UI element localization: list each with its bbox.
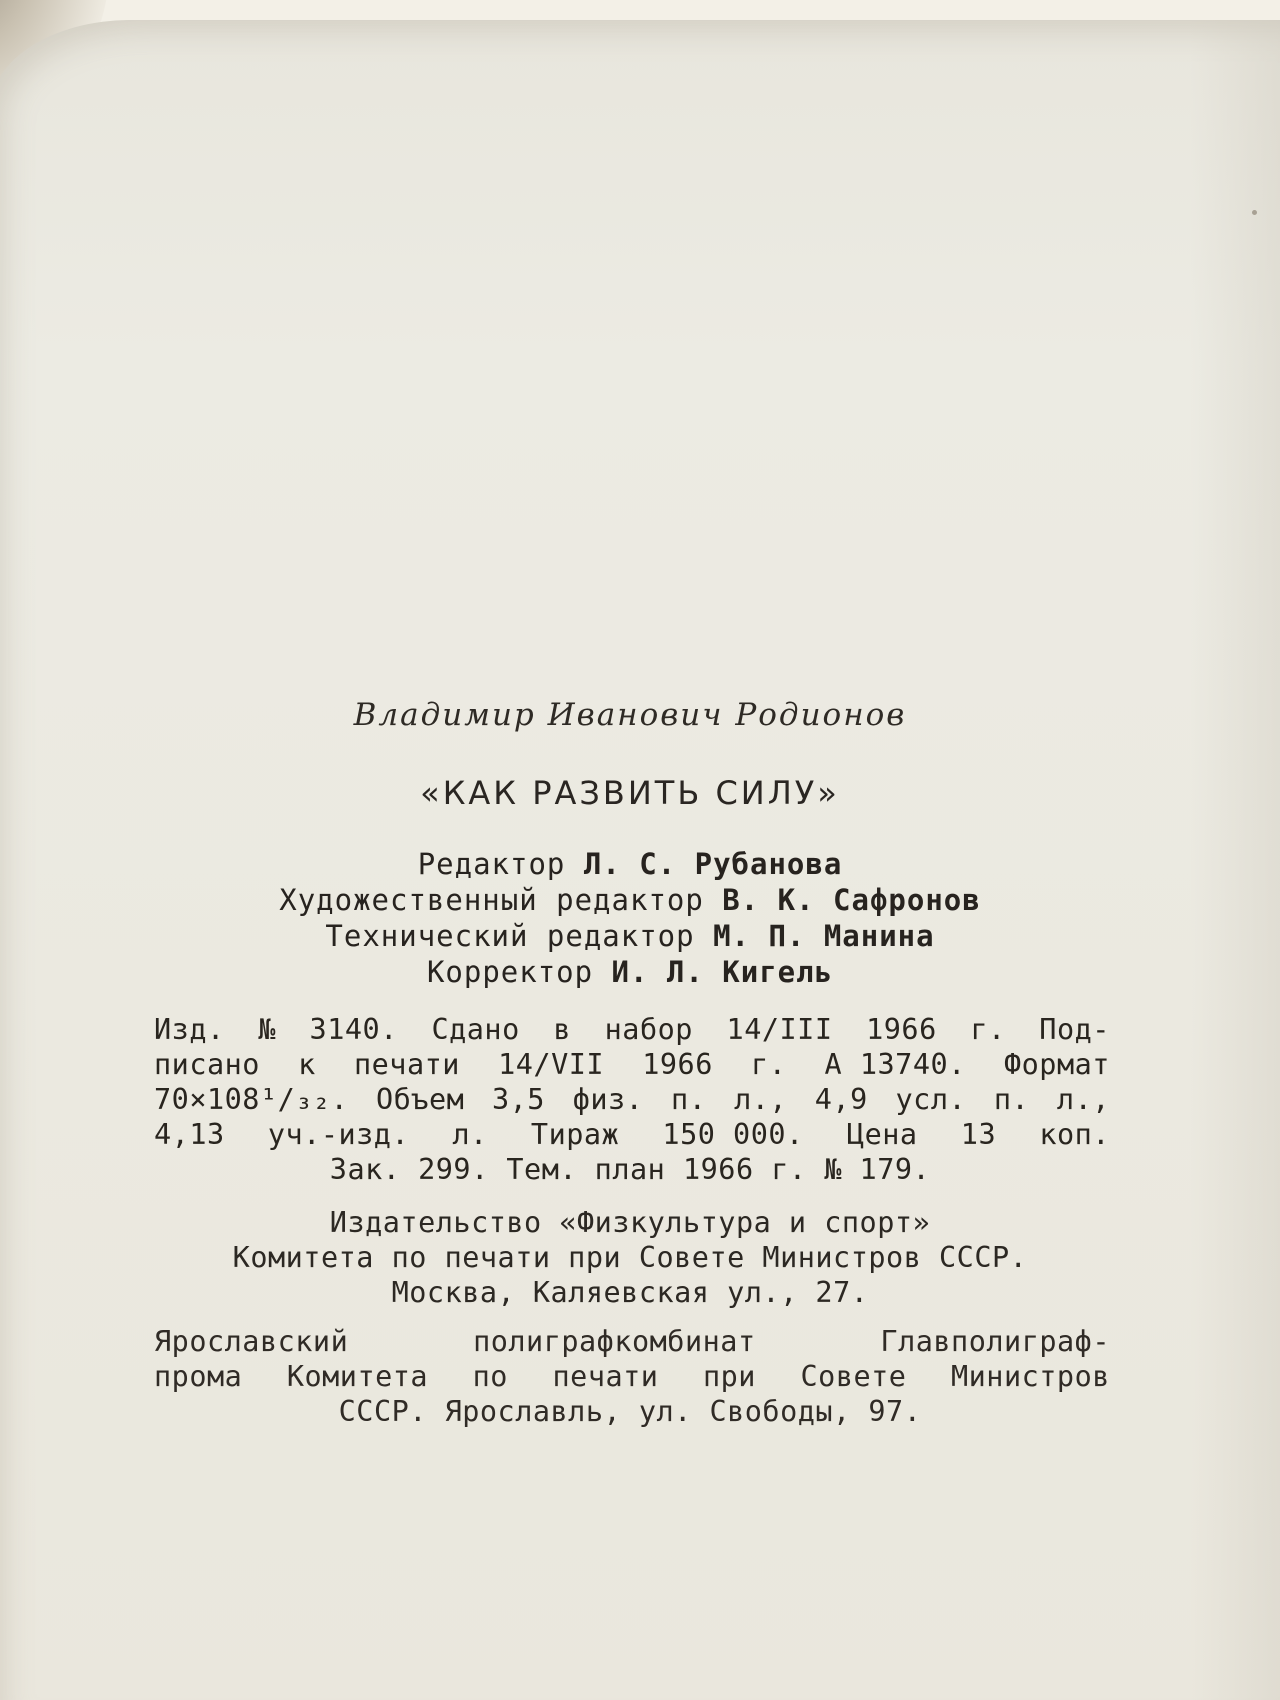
printer-line: прома Комитета по печати при Совете Министров bbox=[154, 1360, 1110, 1393]
publisher-info bbox=[150, 1205, 1110, 1310]
credit-name: И. Л. Кигель bbox=[611, 955, 834, 989]
credit-role: Художественный редактор bbox=[279, 883, 704, 917]
credit-tech-editor bbox=[150, 918, 1110, 954]
credit-name: М. П. Манина bbox=[713, 919, 935, 953]
publication-line: 70×108¹/₃₂. Объем 3,5 физ. п. л., 4,9 усл. п. л., bbox=[154, 1083, 1110, 1116]
credit-art-editor bbox=[150, 882, 1110, 918]
publication-line: 4,13 уч.-изд. л. Тираж 150 000. Цена 13 коп. bbox=[154, 1118, 1110, 1151]
publication-line: писано к печати 14/VII 1966 г. А 13740. Формат bbox=[154, 1048, 1110, 1081]
publication-data bbox=[150, 1012, 1110, 1187]
imprint-block bbox=[150, 690, 1110, 1429]
printer-line-last: СССР. Ярославль, ул. Свободы, 97. bbox=[338, 1395, 922, 1428]
credit-role: Корректор bbox=[426, 955, 594, 989]
publication-line: Изд. № 3140. Сдано в набор 14/III 1966 г. Под- bbox=[154, 1013, 1110, 1046]
paper-speck bbox=[1252, 210, 1257, 215]
publisher-line: Издательство «Физкультура и спорт» bbox=[329, 1206, 931, 1239]
printer-line: Ярославский полиграфкомбинат Главполиграф- bbox=[154, 1325, 1110, 1358]
credit-role: Технический редактор bbox=[325, 919, 695, 953]
author-name: Владимир Иванович Родионов bbox=[353, 697, 907, 733]
book-title: «КАК РАЗВИТЬ СИЛУ» bbox=[420, 774, 840, 812]
credit-proofreader bbox=[150, 954, 1110, 990]
credit-name: Л. С. Рубанова bbox=[583, 847, 843, 881]
credit-name: В. К. Сафронов bbox=[722, 883, 981, 917]
publisher-line: Москва, Каляевская ул., 27. bbox=[391, 1276, 869, 1309]
credit-editor bbox=[150, 846, 1110, 882]
credit-role: Редактор bbox=[417, 847, 566, 881]
publisher-line: Комитета по печати при Совете Министров СССР. bbox=[232, 1241, 1028, 1274]
printer-info bbox=[150, 1324, 1110, 1429]
publication-line-last: Зак. 299. Тем. план 1966 г. № 179. bbox=[329, 1153, 931, 1186]
credits bbox=[150, 846, 1110, 990]
